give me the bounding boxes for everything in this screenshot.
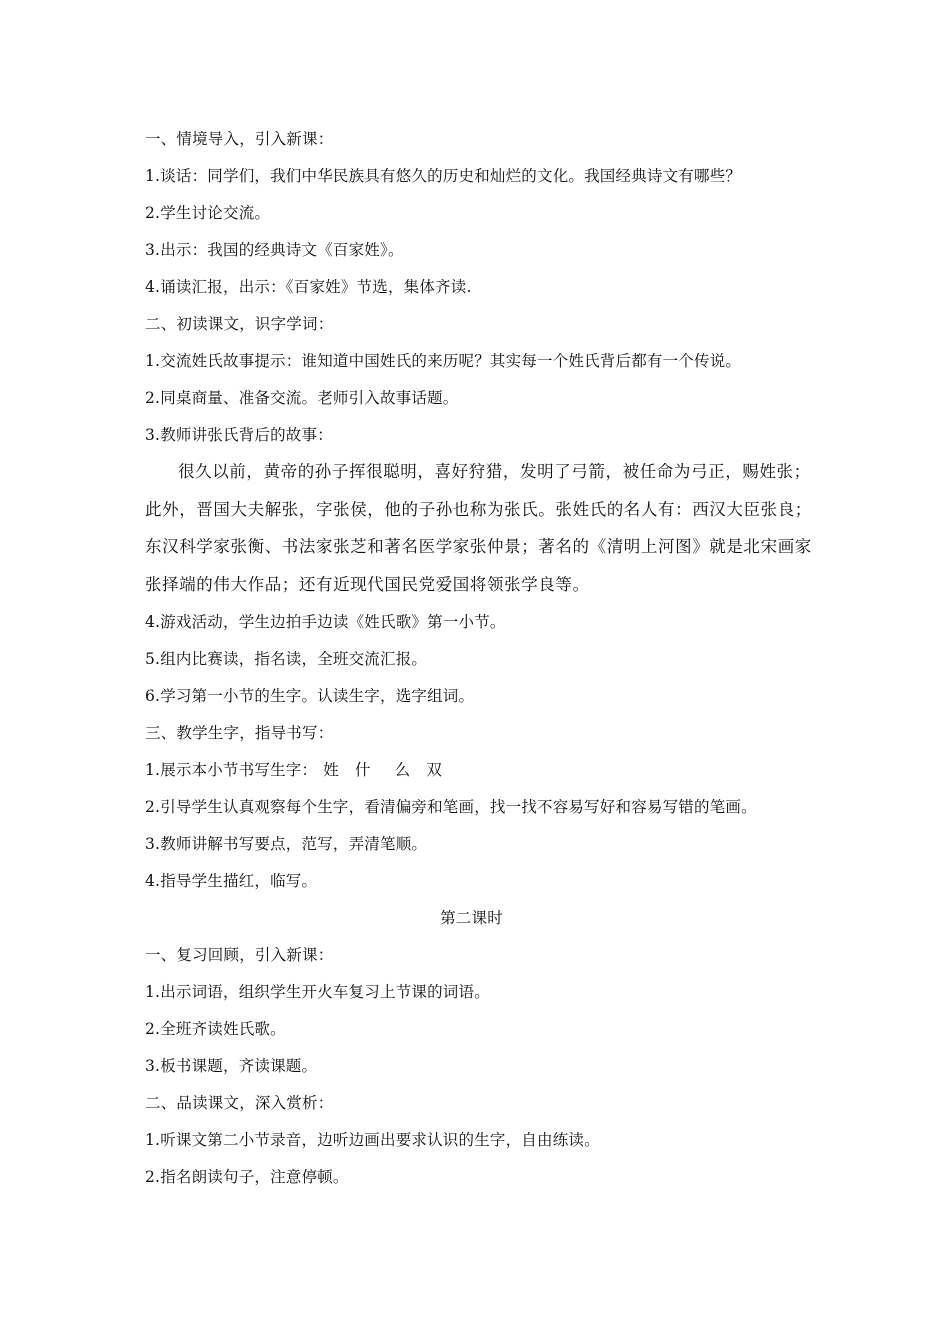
story-line: 张择端的伟大作品；还有近现代国民党爱国将领张学良等。 <box>145 574 590 594</box>
story-line: 很久以前，黄帝的孙子挥很聪明，喜好狩猎，发明了弓箭，被任命为弓正，赐姓张； <box>178 462 811 481</box>
list-item: 2.引导学生认真观察每个生字，看清偏旁和笔画，找一找不容易写好和容易写错的笔画。 <box>145 798 757 816</box>
list-item: 4.诵读汇报，出示：《百家姓》节选，集体齐读. <box>145 278 472 296</box>
list-item: 1.听课文第二小节录音，边听边画出要求认识的生字，自由练读。 <box>145 1131 600 1149</box>
section-heading-appreciation: 二、品读课文，深入赏析： <box>145 1094 334 1112</box>
story-line: 东汉科学家张衡、书法家张芝和著名医学家张仲景；著名的《清明上河图》就是北宋画家 <box>145 537 812 556</box>
list-item: 3.板书课题，齐读课题。 <box>145 1057 318 1075</box>
list-item: 1.谈话：同学们，我们中华民族具有悠久的历史和灿烂的文化。我国经典诗文有哪些？ <box>145 167 742 185</box>
character: 么 <box>394 761 411 779</box>
list-item: 5.组内比赛读，指名读，全班交流汇报。 <box>145 650 428 668</box>
story-line: 此外，晋国大夫解张，字张侯，他的子孙也称为张氏。张姓氏的名人有：西汉大臣张良； <box>145 499 812 519</box>
lesson-title: 第二课时 <box>440 909 503 927</box>
section-heading-first-reading: 二、初读课文，识字学词： <box>145 315 334 333</box>
list-item: 4.游戏活动，学生边拍手边读《姓氏歌》第一小节。 <box>145 613 506 631</box>
list-item: 1.出示词语，组织学生开火车复习上节课的词语。 <box>145 983 490 1001</box>
list-item: 6.学习第一小节的生字。认读生字，选字组词。 <box>145 687 475 705</box>
story-paragraph <box>145 461 810 611</box>
list-item: 3.教师讲张氏背后的故事： <box>145 426 333 444</box>
list-item: 3.出示：我国的经典诗文《百家姓》。 <box>145 241 404 259</box>
character: 双 <box>426 761 443 779</box>
section-heading-intro: 一、情境导入，引入新课： <box>145 130 334 148</box>
character: 什 <box>354 761 371 779</box>
list-item: 2.学生讨论交流。 <box>145 204 271 222</box>
characters-label: 1.展示本小节书写生字： <box>145 761 318 779</box>
character: 姓 <box>323 761 339 779</box>
list-item: 3.教师讲解书写要点，范写，弄清笔顺。 <box>145 835 428 853</box>
list-item: 4.指导学生描红，临写。 <box>145 872 318 890</box>
list-item-characters <box>145 759 810 796</box>
list-item: 2.全班齐读姓氏歌。 <box>145 1020 286 1038</box>
list-item: 2.同桌商量、准备交流。老师引入故事话题。 <box>145 389 459 407</box>
section-heading-review: 一、复习回顾，引入新课： <box>145 946 334 964</box>
list-item: 2.指名朗读句子，注意停顿。 <box>145 1168 349 1186</box>
section-heading-writing: 三、教学生字，指导书写： <box>145 724 334 742</box>
list-item: 1.交流姓氏故事提示：谁知道中国姓氏的来历呢？其实每一个姓氏背后都有一个传说。 <box>145 352 742 370</box>
document-page <box>145 128 810 1203</box>
